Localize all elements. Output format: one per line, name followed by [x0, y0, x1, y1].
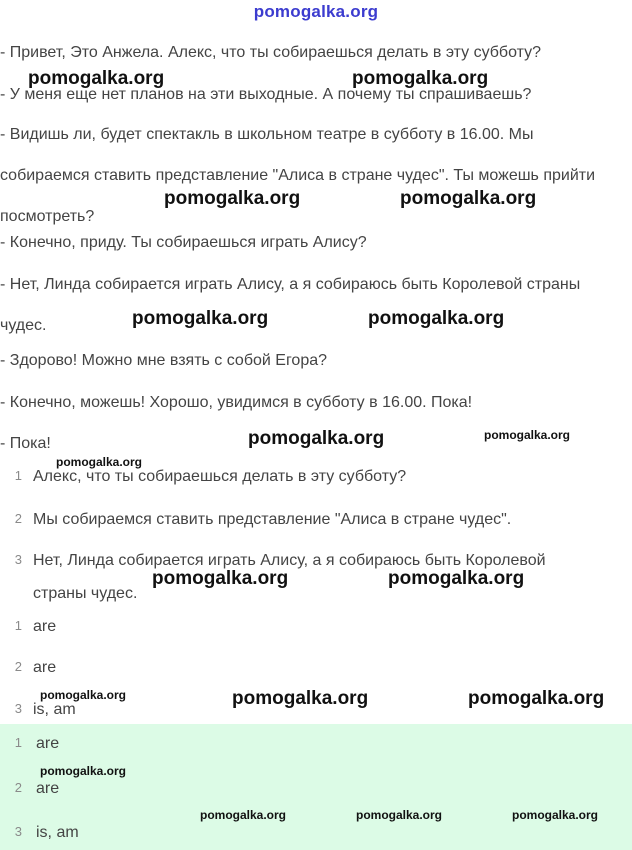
item-text: are: [36, 780, 60, 797]
dialogue-line-3: - Видишь ли, будет спектакль в школьном театре в субботу в 16.00. Мы собираемся ставить представление "Алиса в стране чудес". Ты можешь прийти посмотреть?: [0, 126, 596, 225]
site-link[interactable]: pomogalka.org: [253, 2, 379, 21]
item-number: 1: [14, 468, 22, 483]
item-text: are: [33, 618, 57, 635]
watermark: pomogalka.org: [164, 188, 301, 209]
dialogue-line-4: - Конечно, приду. Ты собираешься играть Алису?: [0, 234, 367, 251]
watermark: pomogalka.org: [468, 688, 605, 709]
watermark: pomogalka.org: [356, 808, 443, 822]
item-text: Нет, Линда собирается играть Алису, а я собираюсь быть Королевой страны чудес.: [33, 552, 546, 602]
watermark: pomogalka.org: [28, 68, 165, 89]
watermark: pomogalka.org: [484, 428, 571, 442]
dialogue-line-7: - Конечно, можешь! Хорошо, увидимся в субботу в 16.00. Пока!: [0, 394, 473, 411]
item-text: is, am: [33, 701, 76, 718]
dialogue-line-1: - Привет, Это Анжела. Алекс, что ты собираешься делать в эту субботу?: [0, 44, 542, 61]
dialogue-line-6: - Здорово! Можно мне взять с собой Егора?: [0, 352, 328, 369]
item-text: Алекс, что ты собираешься делать в эту субботу?: [33, 468, 407, 485]
item-number: 3: [14, 701, 22, 716]
item-text: Мы собираемся ставить представление "Алиса в стране чудес".: [33, 511, 512, 528]
item-number: 3: [14, 552, 22, 567]
dialogue-line-8: - Пока!: [0, 435, 51, 452]
item-number: 2: [14, 511, 22, 526]
watermark: pomogalka.org: [40, 688, 127, 702]
watermark: pomogalka.org: [40, 764, 127, 778]
watermark: pomogalka.org: [400, 188, 537, 209]
item-number: 1: [14, 735, 22, 750]
watermark: pomogalka.org: [512, 808, 599, 822]
dialogue-line-2: - У меня еще нет планов на эти выходные. А почему ты спрашиваешь?: [0, 86, 532, 103]
item-number: 2: [14, 659, 22, 674]
item-text: are: [36, 735, 60, 752]
watermark: pomogalka.org: [352, 68, 489, 89]
watermark: pomogalka.org: [200, 808, 287, 822]
dialogue-line-5: - Нет, Линда собирается играть Алису, а я собираюсь быть Королевой страны чудес.: [0, 276, 581, 334]
watermark: pomogalka.org: [232, 688, 369, 709]
watermark: pomogalka.org: [368, 308, 505, 329]
watermark: pomogalka.org: [248, 428, 385, 449]
watermark: pomogalka.org: [132, 308, 269, 329]
item-text: is, am: [36, 824, 79, 841]
item-text: are: [33, 659, 57, 676]
item-number: 2: [14, 780, 22, 795]
watermark: pomogalka.org: [56, 455, 143, 469]
watermark: pomogalka.org: [388, 568, 525, 589]
item-number: 3: [14, 824, 22, 839]
watermark: pomogalka.org: [152, 568, 289, 589]
item-number: 1: [14, 618, 22, 633]
